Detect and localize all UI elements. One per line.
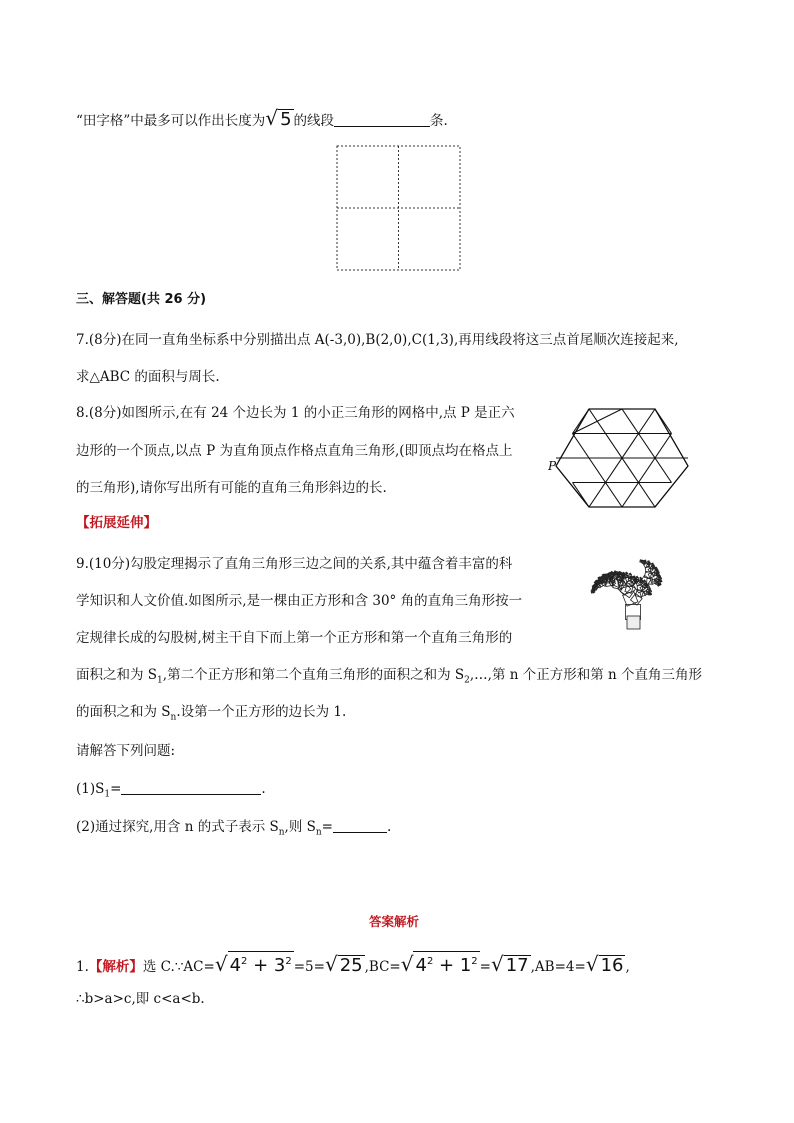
- sqrt-17: √ 17: [490, 952, 529, 976]
- q9-line5: 的面积之和为 $S_n$.设第一个正方形的边长为 1.: [76, 704, 347, 723]
- q8-line2: 边形的一个顶点,以点 P 为直角顶点作格点直角三角形,(即顶点均在格点上: [76, 443, 513, 459]
- sqrt-bc: √ $4^2 + 1^2$: [400, 952, 478, 976]
- q9-line1: 9.(10分)勾股定理揭示了直角三角形三边之间的关系,其中蕴含着丰富的科: [76, 556, 513, 572]
- sqrt-25: √ 25: [324, 952, 363, 976]
- section3-title: 三、解答题(共 26 分): [76, 292, 207, 307]
- answers-title: 答案解析: [369, 914, 420, 929]
- analysis-tag: 【解析】: [88, 959, 143, 975]
- pythagoras-tree-figure: [566, 512, 700, 634]
- q8-line3: 的三角形),请你写出所有可能的直角三角形斜边的长.: [76, 480, 387, 496]
- tianzi-grid-figure: [336, 145, 462, 272]
- q6-answer-blank[interactable]: [334, 112, 430, 127]
- q7-line2: 求△ABC 的面积与周长.: [76, 369, 220, 385]
- extension-title: 【拓展延伸】: [76, 515, 157, 531]
- hexagon-triangle-grid-figure: [548, 407, 698, 511]
- q9-line2: 学知识和人文价值.如图所示,是一棵由正方形和含 30° 角的直角三角形按一: [76, 593, 523, 609]
- sqrt-5: √ 5: [265, 106, 292, 130]
- q7-line1: 7.(8分)在同一直角坐标系中分别描出点 A(-3,0),B(2,0),C(1,3),再用线段将这三点首尾顺次连接起来,: [76, 332, 679, 348]
- q9-part2: (2)通过探究,用含 n 的式子表示 $S_n$,则 $S_n=$ .: [76, 819, 392, 838]
- q9-part1-blank[interactable]: [121, 780, 261, 795]
- q9-prompt: 请解答下列问题:: [76, 743, 176, 759]
- q6-text-b: 的线段: [293, 113, 335, 129]
- q9-part1: $(1)S_1=$ .: [76, 781, 266, 800]
- q6-text-c: 条.: [430, 113, 448, 129]
- answer-1-line1: 1.【解析】选 C.∵AC=√ $4^2 + 3^2 =5=√$ 25 ,BC=√ $4^2 + 1^2$ =√ 17 ,AB=4=√ 16 ,: [76, 952, 630, 976]
- q6-text-a: “田字格”中最多可以作出长度为: [76, 113, 266, 129]
- sqrt-16: √ 16: [585, 952, 624, 976]
- q6-line: [76, 108, 448, 131]
- point-p-label: P: [548, 459, 557, 473]
- q8-line1: 8.(8分)如图所示,在有 24 个边长为 1 的小正三角形的网格中,点 P 是正六: [76, 405, 515, 421]
- q9-line3: 定规律长成的勾股树,树主干自下而上第一个正方形和第一个直角三角形的: [76, 630, 513, 646]
- answer-1-line2: ∴b>a>c,即 c<a<b.: [76, 991, 205, 1007]
- q9-line4: 面积之和为 $S_1$,第二个正方形和第二个直角三角形的面积之和为 $S_2,\dots$,第 n 个正方形和第 n 个直角三角形: [76, 667, 702, 686]
- sqrt-ac: √ $4^2 + 3^2$: [214, 952, 292, 976]
- q9-part2-blank[interactable]: [333, 818, 387, 833]
